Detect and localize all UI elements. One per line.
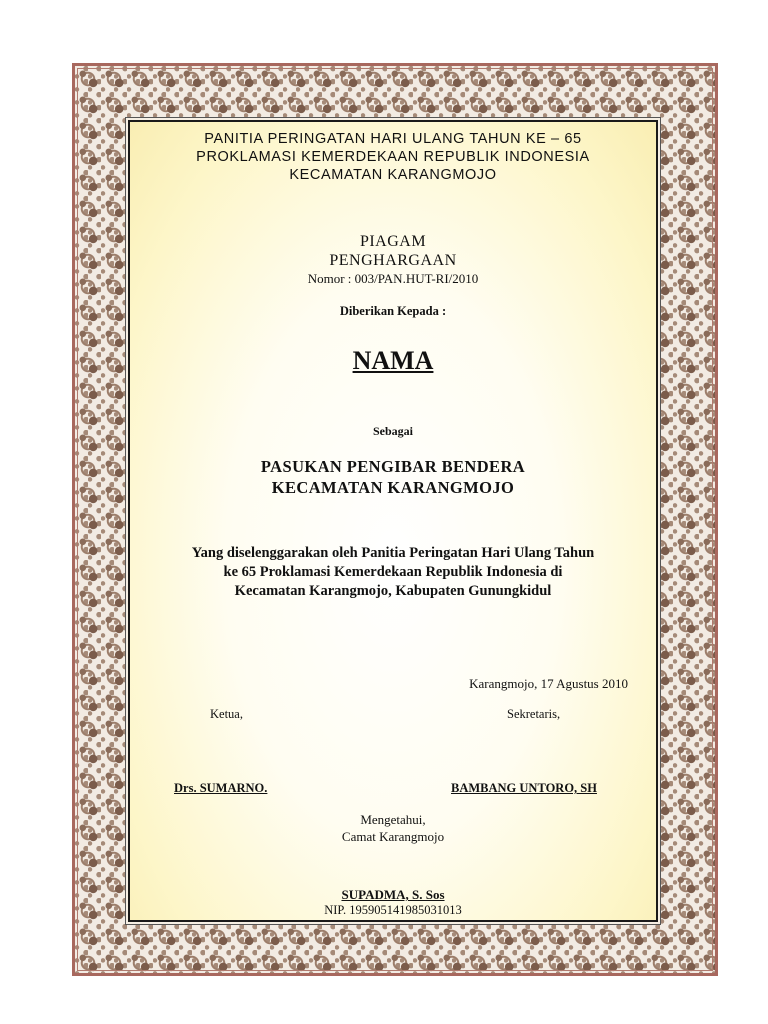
district-head-name: SUPADMA, S. Sos (341, 887, 445, 902)
event-line-1: Yang diselenggarakan oleh Panitia Peringatan Hari Ulang Tahun (191, 545, 595, 561)
secretary-title: Sekretaris, (507, 707, 561, 721)
approval-block (130, 811, 656, 845)
approval-line-2: Camat Karangmojo (341, 829, 445, 844)
role-line-1: PASUKAN PENGIBAR BENDERA (260, 457, 526, 476)
event-line-3: Kecamatan Karangmojo, Kabupaten Gunungkidul (234, 583, 552, 599)
approval-line-1: Mengetahui, (360, 812, 426, 827)
recipient-name: NAMA (352, 346, 434, 375)
secretary-name: BAMBANG UNTORO, SH (451, 781, 597, 795)
place-date: Karangmojo, 17 Agustus 2010 (469, 676, 628, 691)
chair-name: Drs. SUMARNO. (174, 781, 268, 795)
role-line-2: KECAMATAN KARANGMOJO (271, 478, 515, 497)
as-label: Sebagai (372, 424, 413, 438)
certificate-panel (128, 120, 658, 922)
committee-line-2: PROKLAMASI KEMERDEKAAN REPUBLIK INDONESIA (196, 149, 590, 165)
title-line-1: PIAGAM (359, 233, 427, 250)
chair-title: Ketua, (210, 707, 243, 721)
committee-line-1: PANITIA PERINGATAN HARI ULANG TAHUN KE – 65 (204, 131, 582, 147)
event-line-2: ke 65 Proklamasi Kemerdekaan Republik Indonesia di (223, 564, 563, 580)
event-description (124, 544, 662, 601)
certificate-title (130, 232, 656, 270)
document-number: Nomor : 003/PAN.HUT-RI/2010 (307, 271, 479, 286)
role-title (130, 456, 656, 498)
title-line-2: PENGHARGAAN (329, 252, 457, 269)
committee-line-3: KECAMATAN KARANGMOJO (289, 167, 497, 183)
given-to-label: Diberikan Kepada : (339, 304, 447, 318)
committee-heading (130, 130, 656, 184)
district-head-nip: NIP. 195905141985031013 (324, 903, 462, 917)
